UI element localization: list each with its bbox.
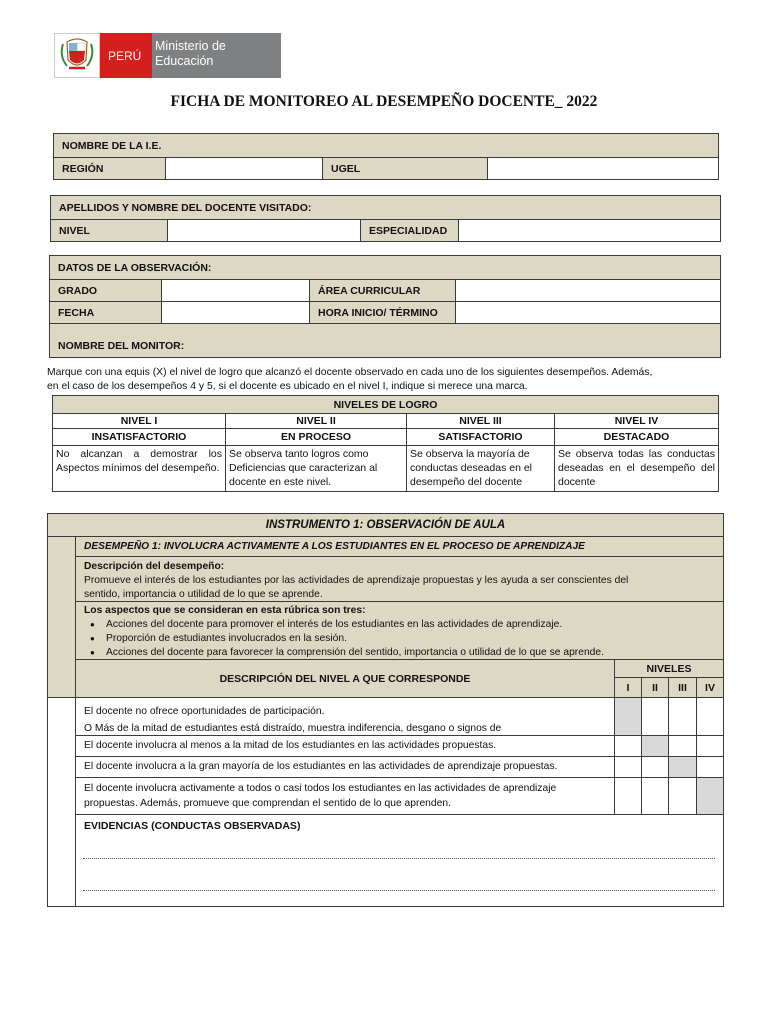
level-3-name: NIVEL III — [406, 413, 555, 429]
nivel-label: NIVEL — [50, 219, 168, 242]
level-1-name: NIVEL I — [52, 413, 226, 429]
description-line1: Promueve el interés de los estudiantes por las actividades de aprendizaje propuestas y les ayuda a ser conscientes del — [84, 575, 629, 586]
aspects-label: Los aspectos que se consideran en esta rúbrica son tres: — [84, 605, 366, 616]
row-text-line: O Más de la mitad de estudiantes está distraído, muestra indiferencia, desgano o signos de — [84, 723, 502, 734]
level-col-II — [641, 677, 669, 698]
row-2-level-II-cell[interactable] — [641, 735, 669, 757]
nivel-field[interactable] — [167, 219, 361, 242]
hora-label: HORA INICIO/ TÉRMINO — [309, 301, 456, 324]
coat-of-arms-icon — [54, 33, 100, 78]
ministry-name-line2: Educación — [155, 54, 214, 68]
observation-data-label: DATOS DE LA OBSERVACIÓN: — [49, 255, 721, 280]
level-3-desc: Se observa la mayoría de conductas deseadas en el desempeño del docente — [406, 445, 555, 492]
fecha-label: FECHA — [49, 301, 162, 324]
row-text-line: El docente involucra a la gran mayoría de los estudiantes en las actividades de aprendizaje propuestas. — [84, 761, 558, 772]
aspects-list — [84, 618, 723, 660]
evidence-section[interactable] — [75, 814, 724, 907]
levels-header-text: NIVELES — [646, 662, 692, 675]
instruction-text — [47, 366, 737, 394]
level-col-label: I — [626, 681, 630, 694]
page-title: FICHA DE MONITOREO AL DESEMPEÑO DOCENTE_ 2022 — [170, 93, 598, 110]
row-2-level-I-cell[interactable] — [614, 735, 642, 757]
ie-name-label: NOMBRE DE LA I.E. — [53, 133, 719, 158]
row-text-line: propuestas. Además, promueve que comprendan el sentido de lo que aprenden. — [84, 798, 451, 809]
desempeno-title: DESEMPEÑO 1: INVOLUCRA ACTIVAMENTE A LOS ESTUDIANTES EN EL PROCESO DE APRENDIZAJE — [84, 541, 585, 552]
row-text-line: El docente involucra al menos a la mitad de los estudiantes en las actividades propuestas. — [84, 740, 497, 751]
instrument-title-row — [47, 513, 724, 537]
level-col-I — [614, 677, 642, 698]
instrument-left-strip-lower — [47, 697, 76, 907]
ministry-name-line1: Ministerio de — [155, 39, 226, 53]
level-col-label: IV — [705, 681, 715, 694]
desempeno-title-row — [75, 536, 724, 557]
level-4-name: NIVEL IV — [554, 413, 719, 429]
instrument-title: INSTRUMENTO 1: OBSERVACIÓN DE AULA — [265, 519, 506, 531]
level-row-3-description — [75, 756, 615, 778]
level-description-header-text: DESCRIPCIÓN DEL NIVEL A QUE CORRESPONDE — [219, 672, 471, 685]
row-4-level-IV-cell[interactable] — [696, 777, 724, 815]
monitor-label: NOMBRE DEL MONITOR: — [49, 323, 721, 358]
aspect-item: ● Acciones del docente para promover el interés de los estudiantes en las actividades de aprendizaje. — [106, 618, 723, 632]
row-2-level-III-cell[interactable] — [668, 735, 697, 757]
row-2-level-IV-cell[interactable] — [696, 735, 724, 757]
instruction-line2: en el caso de los desempeños 4 y 5, si el docente es ubicado en el nivel I, indique si merece una marca. — [47, 381, 528, 392]
level-col-label: II — [652, 681, 658, 694]
docente-name-label: APELLIDOS Y NOMBRE DEL DOCENTE VISITADO: — [50, 195, 721, 220]
ministry-logo — [54, 33, 281, 78]
row-1-level-I-cell[interactable] — [614, 697, 642, 736]
instrument-left-strip — [47, 536, 76, 698]
level-2-desc: Se observa tanto logros como Deficiencias que caracterizan al docente en este nivel. — [225, 445, 407, 492]
grado-label: GRADO — [49, 279, 162, 302]
evidence-line-2[interactable] — [83, 890, 715, 891]
ministry-name-block — [152, 33, 281, 78]
row-1-level-II-cell[interactable] — [641, 697, 669, 736]
level-4-desc: Se observa todas las conductas deseadas en el desempeño del docente — [554, 445, 719, 492]
row-3-level-III-cell[interactable] — [668, 756, 697, 778]
row-3-level-II-cell[interactable] — [641, 756, 669, 778]
grado-field[interactable] — [161, 279, 310, 302]
description-line2: sentido, importancia o utilidad de lo que se aprende. — [84, 589, 323, 600]
level-col-IV — [696, 677, 724, 698]
row-3-level-IV-cell[interactable] — [696, 756, 724, 778]
area-label: ÁREA CURRICULAR — [309, 279, 456, 302]
row-text-line: El docente no ofrece oportunidades de participación. — [84, 706, 325, 717]
country-label: PERÚ — [108, 48, 142, 63]
hora-field[interactable] — [455, 301, 721, 324]
row-1-level-III-cell[interactable] — [668, 697, 697, 736]
level-1-desc: No alcanzan a demostrar los Aspectos mínimos del desempeño. — [52, 445, 226, 492]
especialidad-label: ESPECIALIDAD — [360, 219, 459, 242]
peru-flag-block — [100, 33, 152, 78]
fecha-field[interactable] — [161, 301, 310, 324]
instruction-line1: Marque con una equis (X) el nivel de logro que alcanzó el docente observado en cada uno de los siguientes desempeños. Además, — [47, 367, 653, 378]
level-row-2-description — [75, 735, 615, 757]
level-col-III — [668, 677, 697, 698]
row-3-level-I-cell[interactable] — [614, 756, 642, 778]
level-row-4-description — [75, 777, 615, 815]
row-text-line: El docente involucra activamente a todos o casi todos los estudiantes en las actividades de aprendizaje — [84, 783, 557, 794]
level-2-label: EN PROCESO — [225, 428, 407, 446]
level-col-label: III — [678, 681, 687, 694]
aspect-item: ● Proporción de estudiantes involucrados en la sesión. — [106, 632, 723, 646]
aspects-row — [75, 601, 724, 660]
level-description-header — [75, 659, 615, 698]
desempeno-description-row — [75, 556, 724, 602]
levels-header — [614, 659, 724, 678]
level-2-name: NIVEL II — [225, 413, 407, 429]
row-4-level-II-cell[interactable] — [641, 777, 669, 815]
row-4-level-III-cell[interactable] — [668, 777, 697, 815]
row-1-level-IV-cell[interactable] — [696, 697, 724, 736]
ugel-label: UGEL — [322, 157, 488, 180]
region-field[interactable] — [165, 157, 323, 180]
area-field[interactable] — [455, 279, 721, 302]
levels-table-header: NIVELES DE LOGRO — [52, 395, 719, 414]
region-label: REGIÓN — [53, 157, 166, 180]
evidence-label: EVIDENCIAS (CONDUCTAS OBSERVADAS) — [84, 820, 301, 832]
description-label: Descripción del desempeño: — [84, 561, 225, 572]
aspect-item: ● Acciones del docente para favorecer la comprensión del sentido, importancia o utilidad de lo que se aprende. — [106, 646, 723, 660]
especialidad-field[interactable] — [458, 219, 721, 242]
level-1-label: INSATISFACTORIO — [52, 428, 226, 446]
level-4-label: DESTACADO — [554, 428, 719, 446]
level-3-label: SATISFACTORIO — [406, 428, 555, 446]
row-4-level-I-cell[interactable] — [614, 777, 642, 815]
level-row-1-description — [75, 697, 615, 736]
evidence-line-1[interactable] — [83, 858, 715, 859]
ugel-field[interactable] — [487, 157, 719, 180]
